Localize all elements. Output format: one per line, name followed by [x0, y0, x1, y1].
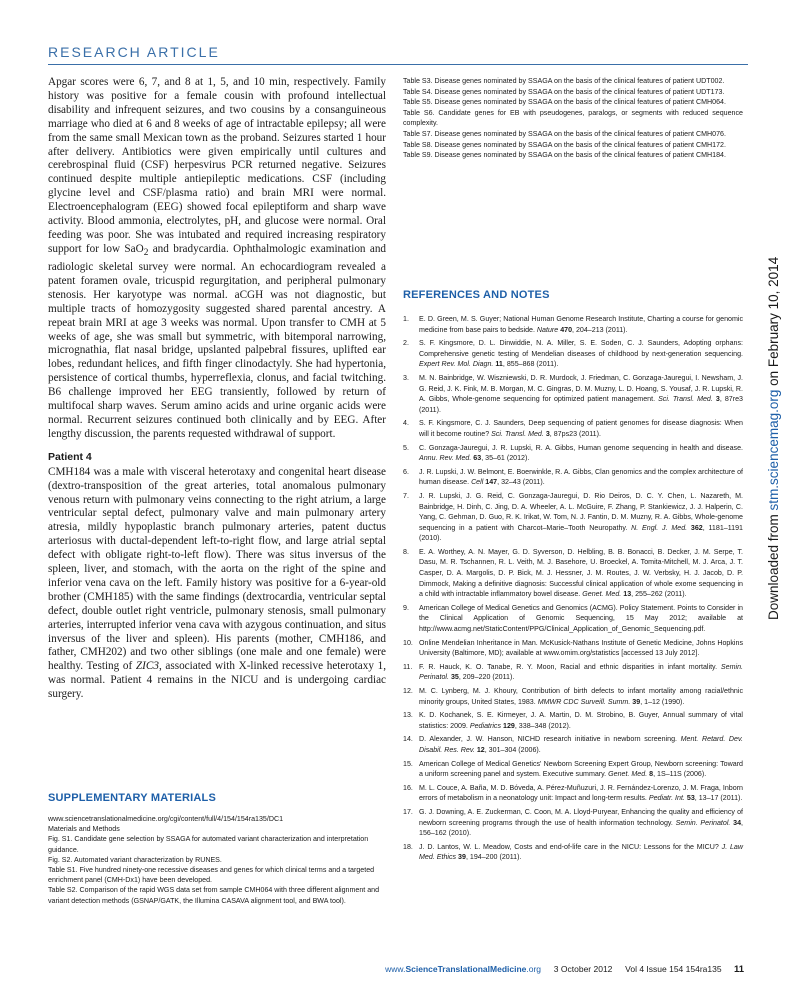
footer-date: 3 October 2012 [553, 964, 613, 974]
references-heading: REFERENCES AND NOTES [403, 289, 550, 301]
supplementary-item: Materials and Methods [48, 825, 120, 834]
supplementary-item: Table S5. Disease genes nominated by SSAGA on the basis of the clinical features of patient CMH064. [403, 98, 726, 107]
reference-item: 6. J. R. Lupski, J. W. Belmont, E. Boerwinkle, R. A. Gibbs, Clan genomics and the complex architecture of human disease. Cell 147, 32–43 (2011). [403, 467, 743, 487]
reference-item: 4. S. F. Kingsmore, C. J. Saunders, Deep sequencing of patient genomes for disease diagnosis: When will it become routine? Sci. Transl. Med. 3, 87ps23 (2011). [403, 419, 743, 438]
supplementary-tables-list [403, 76, 743, 161]
supplementary-item: Table S4. Disease genes nominated by SSAGA on the basis of the clinical features of patient UDT173. [403, 87, 725, 96]
supplementary-item: Fig. S1. Candidate gene selection by SSAGA for automated variant characterization and interpretation guidance. [48, 835, 369, 854]
reference-item: 14. D. Alexander, J. W. Hanson, NICHD research initiative in newborn screening. Ment. Retard. Dev. Disabil. Res. Rev. 12, 301–304 (2006). [403, 735, 743, 754]
reference-item: 9. American College of Medical Genetics and Genomics (ACMG). Policy Statement. Points to Consider in the Clinical Application of Genomic Sequencing, 15 May 2012; available at http://www.acmg.net/StaticContent/PPG/Clinical_Application_of_Genomic_Sequencing.pdf. [403, 603, 743, 634]
reference-item: 12. M. C. Lynberg, M. J. Khoury, Contribution of birth defects to infant mortality among racial/ethnic minority groups, United States, 1983. MMWR CDC Surveill. Summ. 39, 1–12 (1990). [403, 687, 743, 706]
reference-item: 13. K. D. Kochanek, S. E. Kirmeyer, J. A. Martin, D. M. Strobino, B. Guyer, Annual summary of vital statistics: 2009. Pediatrics 129, 338–348 (2012). [403, 711, 743, 730]
page-footer [385, 964, 744, 975]
patient-heading: Patient 4 [48, 450, 92, 463]
supplementary-link[interactable]: www.sciencetranslationalmedicine.org/cgi/content/full/4/154/154ra135/DC1 [48, 815, 284, 823]
footer-url[interactable]: www.ScienceTranslationalMedicine.org [385, 964, 542, 974]
reference-item: 8. E. A. Worthey, A. N. Mayer, G. D. Syverson, D. Helbling, B. B. Bonacci, B. Decker, J. M. Serpe, T. Dasu, M. R. Tschannen, R. L. Veith, M. J. Basehore, U. Broeckel, A. Tomita-Mitchell, M. J. Arca, J. T. Casper, D. A. Margolis, D. P. Bick, M. J. Hessner, J. M. Routes, J. W. Verbsky, H. J. Jacob, D. P. Dimmock, Making a definitive diagnosis: Successful clinical application of whole exome sequencing in a child with intractable inflammatory bowel disease. Genet. Med. 13, 255–262 (2011). [403, 547, 743, 599]
supplementary-item: Table S6. Candidate genes for EB with pseudogenes, paralogs, or segments with reduced sequence complexity. [403, 108, 743, 128]
supplementary-item: Table S3. Disease genes nominated by SSAGA on the basis of the clinical features of patient UDT002. [403, 77, 725, 85]
left-column [48, 76, 386, 702]
reference-item: 17. G. J. Downing, A. E. Zuckerman, C. Coon, M. A. Lloyd-Puryear, Enhancing the quality and efficiency of newborn screening programs through the use of health information technology. Semin. Perinatol. 34, 156–162 (2010). [403, 807, 743, 838]
supplementary-item: Table S7. Disease genes nominated by SSAGA on the basis of the clinical features of patient CMH076. [403, 129, 726, 138]
reference-item: 10. Online Mendelian Inheritance in Man. McKusick-Nathans Institute of Genetic Medicine, Johns Hopkins University (Baltimore, MD); available at www.omim.org/statistics [accessed 13 July 2012]. [403, 638, 743, 658]
reference-item: 15. American College of Medical Genetics' Newborn Screening Expert Group, Newborn screening: Toward a uniform screening panel and system. Executive summary. Genet. Med. 8, 1S–11S (2006). [403, 759, 743, 779]
reference-item: 11. F. R. Hauck, K. O. Tanabe, R. Y. Moon, Racial and ethnic disparities in infant mortality. Semin. Perinatol. 35, 209–220 (2011). [403, 662, 743, 682]
section-header: RESEARCH ARTICLE [48, 44, 220, 60]
supplementary-item: Fig. S2. Automated variant characterization by RUNES. [48, 855, 222, 864]
supplementary-item: Table S1. Five hundred ninety-one recessive diseases and genes for which clinical terms and a targeted enrichment panel (CMH-Dx1) have been developed. [48, 866, 375, 885]
reference-item: 18. J. D. Lantos, W. L. Meadow, Costs and end-of-life care in the NICU: Lessons for the MICU? J. Law Med. Ethics 39, 194–200 (2011). [403, 842, 743, 862]
case-paragraph: Apgar scores were 6, 7, and 8 at 1, 5, and 10 min, respectively. Family history was positive for a female cousin with profound intellectual disability and infrequent seizures, and two cousins by a consanguineous marriage who died at 6 and 8 weeks of age of intractable epilepsy; all were from the same small Mexican town as the proband. Seizures started 1 hour after delivery. Antibiotics were given empirically until cultures and cerebrospinal fluid (CSF) herpesvirus PCR returned negative. Seizures continued despite multiple antiepileptic medications. CSF (including glycine level and CSF/plasma ratio) and brain MRI were normal. Electroencephalogram (EEG) showed focal epileptiform and sharp wave activity. Blood ammonia, electrolytes, pH, and glucose were normal. Oral feeding was poor. She was intubated and required increasing respiratory support for low SaO$_2$ and bradycardia. Ophthalmologic examination and radiologic skeletal survey were normal. An echocardiogram revealed a patent foramen ovale, tricuspid regurgitation, and peripheral pulmonary stenosis. Her karyotype was normal. aCGH was not diagnostic, but multiple tracts of homozygosity suggested shared parental ancestry. A repeat brain MRI at age 3 weeks was normal. Upon transfer to CMH at 5 weeks of age, she was small but symmetric, with bitemporal narrowing, micrognathia, flat nasal bridge, upslanted palpebral fissures, uplifted ear lobes, redundant helices, and fifth finger clinodactyly. She had hypertonia, persistence of cortical thumbs, hyperreflexia, clonus, and facial twitching. B6 challenge improved her EEG transiently, followed by return of multifocal sharp waves. Serum amino acids and urine organic acids were normal. Recurrent seizures continued both clinically and by EEG. After lengthy discussion, the parents requested withdrawal of support. [48, 76, 387, 440]
supplementary-list [48, 814, 386, 906]
reference-item: 16. M. L. Couce, A. Baña, M. D. Bóveda, A. Pérez-Muñuzuri, J. R. Fernández-Lorenzo, J. M. Fraga, Inborn errors of metabolism in a neonatology unit: Impact and long-term results. Pediatr. Int. 53, 13–17 (2011). [403, 783, 743, 803]
references-list [403, 314, 743, 866]
supplementary-heading: SUPPLEMENTARY MATERIALS [48, 792, 216, 804]
reference-item: 5. C. Gonzaga-Jauregui, J. R. Lupski, R. A. Gibbs, Human genome sequencing in health and disease. Annu. Rev. Med. 63, 35–61 (2012). [403, 443, 743, 463]
case-paragraph: CMH184 was a male with visceral heterotaxy and congenital heart disease (dextro-transposition of the great arteries, total anomalous pulmonary venous return with pulmonary veins connecting to the right atrium, a large ventricular septal defect, pulmonary valve and main pulmonary artery atresia, mildly hypoplastic branch pulmonary arteries, patent ductus arteriosus with ductal-dependent left-to-right flow, and large atrial septal defect with obligate right-to-left flow). There was situs inversus of the spleen, liver, and stomach, with the aorta on the right of the spine and inferior vena cava on the left. Family history was positive for a 6-year-old brother (CMH185) with the same findings (dextrocardia, ventricular septal defect, double outlet right ventricle, pulmonary stenosis, small pulmonary arteries, interrupted inferior vena cava with azygous continuation, and situs inversus of the liver and spleen). His parents (mother, CMH186, and father, CMH202) and two other siblings (one male and one female) were healthy. Testing of ZIC3, associated with X-linked recessive heterotaxy 1, was normal. Patient 4 remains in the NICU and is undergoing cardiac surgery. [48, 465, 387, 701]
download-watermark: Downloaded from stm.sciencemag.org on February 10, 2014 [766, 256, 781, 620]
reference-item: 2. S. F. Kingsmore, D. L. Dinwiddie, N. A. Miller, S. E. Soden, C. J. Saunders, Adopting orphans: Comprehensive genetic testing of Mendelian diseases of childhood by next-generation sequencing. Expert Rev. Mol. Diagn. 11, 855–868 (2011). [403, 339, 743, 369]
footer-volume: Vol 4 Issue 154 154ra135 [625, 964, 722, 974]
supplementary-item: Table S2. Comparison of the rapid WGS data set from sample CMH064 with three different alignment and variant detection methods (GSNAP/GATK, the Illumina CASAVA alignment tool, and BWA tool). [48, 886, 380, 905]
supplementary-item: Table S8. Disease genes nominated by SSAGA on the basis of the clinical features of patient CMH172. [403, 140, 726, 149]
reference-item: 7. J. R. Lupski, J. G. Reid, C. Gonzaga-Jauregui, D. Rio Deiros, D. C. Y. Chen, L. Nazareth, M. Bainbridge, H. Dinh, C. Jing, D. A. Wheeler, A. L. McGuire, F. Zhang, P. Stankiewicz, J. J. Halperin, C. Yang, C. Gehman, D. Guo, R. K. Irikat, W. Tom, N. J. Fantin, D. M. Muzny, R. A. Gibbs, Whole-genome sequencing in a patient with Charcot–Marie–Tooth Neuropathy. N. Engl. J. Med. 362, 1181–1191 (2010). [403, 491, 743, 543]
reference-item: 1. E. D. Green, M. S. Guyer; National Human Genome Research Institute, Charting a course for genomic medicine from base pairs to bedside. Nature 470, 204–213 (2011). [403, 315, 743, 334]
supplementary-item: Table S9. Disease genes nominated by SSAGA on the basis of the clinical features of patient CMH184. [403, 151, 726, 160]
page-number: 11 [733, 964, 744, 975]
download-site-link[interactable]: stm.sciencemag.org [766, 389, 781, 511]
header-divider [48, 64, 748, 65]
reference-item: 3. M. N. Bainbridge, W. Wiszniewski, D. R. Murdock, J. Friedman, C. Gonzaga-Jauregui, I. Newsham, J. G. Reid, J. K. Fink, M. B. Morgan, M. C. Gingras, D. M. Muzny, L. D. Hoang, S. Yousaf, J. R. Lupski, R. A. Gibbs, Whole-genome sequencing for optimized patient management. Sci. Transl. Med. 3, 87re3 (2011). [403, 373, 743, 414]
